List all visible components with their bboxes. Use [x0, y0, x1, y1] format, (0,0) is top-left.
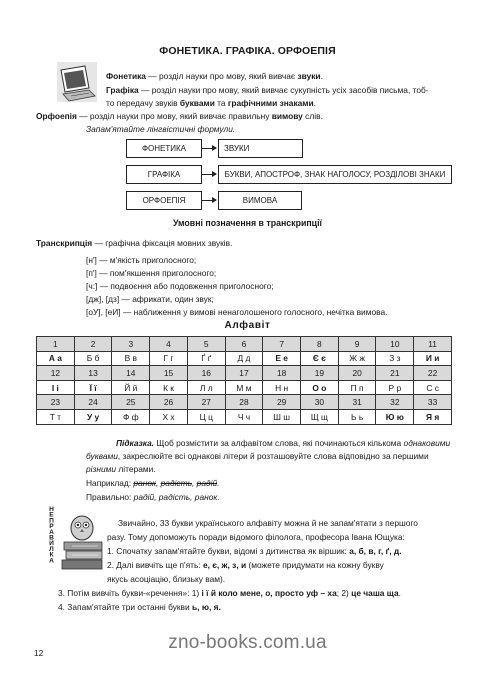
alphabet-letter: Р р [376, 380, 414, 395]
alphabet-number: 11 [414, 337, 452, 352]
definition-orfoepia: Орфоепія — розділ науки про мову, який вивчає правильну вимову слів. [36, 111, 323, 121]
alphabet-letter: Д д [225, 351, 263, 366]
alphabet-number-row [37, 337, 452, 352]
alphabet-number-row [37, 395, 452, 410]
alphabet-letter: Ю ю [376, 409, 414, 424]
memory-tip-2-cont: якусь асоціацію, близьку вам). [107, 574, 226, 584]
memory-tip-3: 3. Потім вивчіть букви-«речення»: 1) і ї й коло мене, о, просто уф – ха; 2) це чаша ща. [58, 588, 401, 598]
alphabet-number: 30 [301, 395, 339, 410]
definition-grafika: Графіка — розділ науки про мову, який вивчає сукупність усіх засобів письма, тоб- [106, 85, 429, 95]
alphabet-number: 15 [150, 366, 188, 381]
alphabet-number: 25 [112, 395, 150, 410]
alphabet-letter: Е е [263, 351, 301, 366]
symbol-row: [н'] — м'якість приголосного; [86, 255, 197, 265]
formula-right-zvuky: ЗВУКИ [218, 139, 303, 158]
alphabet-number: 2 [74, 337, 112, 352]
alphabet-number: 3 [112, 337, 150, 352]
formula-left-fonetyka: ФОНЕТИКА [126, 139, 202, 158]
side-word: НЕПРАВИЛКА [48, 506, 55, 564]
alphabet-number: 33 [414, 395, 452, 410]
alphabet-letter-row [37, 351, 452, 366]
alphabet-number: 27 [187, 395, 225, 410]
page-number: 12 [34, 648, 44, 658]
alphabet-number: 28 [225, 395, 263, 410]
page-title: ФОНЕТИКА. ГРАФІКА. ОРФОЕПІЯ [159, 45, 336, 57]
computer-illustration [55, 60, 99, 104]
hint-example: Наприклад: ранок, радість, радій. [86, 478, 220, 488]
arrow-icon [202, 174, 216, 175]
symbol-row: [ч:] — подвоєння або подовження приголосного; [86, 281, 274, 291]
alphabet-letter: Ф ф [112, 409, 150, 424]
alphabet-letter: Т т [37, 409, 75, 424]
alphabet-letter: Н н [263, 380, 301, 395]
alphabet-letter: У у [74, 409, 112, 424]
alphabet-letter: Ш ш [263, 409, 301, 424]
alphabet-number-row [37, 366, 452, 381]
alphabet-number: 9 [338, 337, 376, 352]
formula-right-bukvy: БУКВИ, АПОСТРОФ, ЗНАК НАГОЛОСУ, РОЗДІЛОВІ ЗНАКИ [218, 165, 452, 184]
definition-grafika-cont: то передачу звуків буквами та графічними знаками. [106, 98, 316, 108]
memory-intro-cont: разу. Тому допоможуть поради відомого філолога, професора Івана Ющука: [107, 532, 405, 542]
alphabet-letter: Л л [187, 380, 225, 395]
memory-intro: Звичайно, 33 букви українського алфавіту можна й не запам'ятати з першого [118, 518, 418, 528]
alphabet-letter: А а [37, 351, 75, 366]
alphabet-letter: О о [301, 380, 339, 395]
alphabet-letter: Х х [150, 409, 188, 424]
symbol-row: [оУ], [еИ] — наближення у вимові ненаголошеного голосного, нечітка вимова. [86, 307, 388, 317]
alphabet-letter: Ч ч [225, 409, 263, 424]
alphabet-number: 22 [414, 366, 452, 381]
alphabet-letter: І і [37, 380, 75, 395]
alphabet-number: 21 [376, 366, 414, 381]
watermark: zno-books.com.ua [168, 632, 327, 653]
alphabet-letter: П п [338, 380, 376, 395]
alphabet-number: 24 [74, 395, 112, 410]
arrow-icon [202, 148, 216, 149]
alphabet-number: 26 [150, 395, 188, 410]
alphabet-number: 13 [74, 366, 112, 381]
alphabet-table [36, 336, 452, 425]
alphabet-letter: Щ щ [301, 409, 339, 424]
alphabet-number: 7 [263, 337, 301, 352]
definition-fonetyka: Фонетика — розділ науки про мову, який вивчає звуки. [106, 71, 323, 81]
alphabet-letter: Я я [414, 409, 452, 424]
arrow-icon [202, 200, 216, 201]
alphabet-number: 19 [301, 366, 339, 381]
transcription-definition: Транскрипція — графічна фіксація мовних звуків. [36, 238, 233, 248]
alphabet-number: 1 [37, 337, 75, 352]
alphabet-heading: Алфавіт [224, 320, 271, 331]
alphabet-number: 5 [187, 337, 225, 352]
alphabet-letter: И и [414, 351, 452, 366]
alphabet-letter-row [37, 409, 452, 424]
alphabet-number: 6 [225, 337, 263, 352]
alphabet-letter: К к [150, 380, 188, 395]
memory-tip-4: 4. Запам'ятайте три останні букви ь, ю, я. [58, 602, 221, 612]
formula-right-vymova: ВИМОВА [218, 191, 302, 210]
memory-tip-1: 1. Спочатку запам'ятайте букви, відомі з дитинства як віршик: а, б, в, г, ґ, д. [107, 546, 402, 556]
alphabet-number: 29 [263, 395, 301, 410]
hint-correct: Правильно: радій, радість, ранок. [86, 492, 220, 502]
formula-left-orfoepia: ОРФОЕПІЯ [126, 191, 202, 210]
alphabet-number: 20 [338, 366, 376, 381]
alphabet-number: 23 [37, 395, 75, 410]
alphabet-letter: В в [112, 351, 150, 366]
alphabet-letter: Є є [301, 351, 339, 366]
alphabet-number: 31 [338, 395, 376, 410]
alphabet-number: 32 [376, 395, 414, 410]
alphabet-letter: М м [225, 380, 263, 395]
alphabet-number: 18 [263, 366, 301, 381]
alphabet-letter: З з [376, 351, 414, 366]
alphabet-letter: Ж ж [338, 351, 376, 366]
alphabet-number: 12 [37, 366, 75, 381]
symbol-row: [п'] — пом'якшення приголосного; [86, 268, 217, 278]
alphabet-letter: Г г [150, 351, 188, 366]
symbol-row: [дж], [дз] — африкати, один звук; [86, 294, 214, 304]
alphabet-number: 4 [150, 337, 188, 352]
alphabet-number: 16 [187, 366, 225, 381]
alphabet-letter: Ї ї [74, 380, 112, 395]
book-illustration [58, 510, 108, 572]
formula-left-grafika: ГРАФІКА [126, 165, 202, 184]
transcription-heading: Умовні позначення в транскрипції [173, 218, 322, 228]
alphabet-letter: Ц ц [187, 409, 225, 424]
remember-formulas: Запам'ятайте лінгвістичні формули. [86, 124, 236, 134]
alphabet-letter: Ґ ґ [187, 351, 225, 366]
memory-tip-2: 2. Далі вивчіть ще п'ять: е, є, ж, з, и (можете придумати на кожну букву [107, 560, 384, 570]
alphabet-number: 17 [225, 366, 263, 381]
alphabet-number: 10 [376, 337, 414, 352]
alphabet-letter: Й й [112, 380, 150, 395]
alphabet-letter-row [37, 380, 452, 395]
alphabet-number: 8 [301, 337, 339, 352]
alphabet-letter: Ь ь [338, 409, 376, 424]
side-word-vertical [46, 506, 56, 590]
hint-paragraph: Підказка. Щоб розмістити за алфавітом слова, які починаються кількома однаковими буквами, закреслюйте всі однакові літери й розташовуйте слова відповідно за першими різними літерами. [86, 438, 451, 474]
alphabet-letter: Б б [74, 351, 112, 366]
alphabet-letter: С с [414, 380, 452, 395]
alphabet-number: 14 [112, 366, 150, 381]
